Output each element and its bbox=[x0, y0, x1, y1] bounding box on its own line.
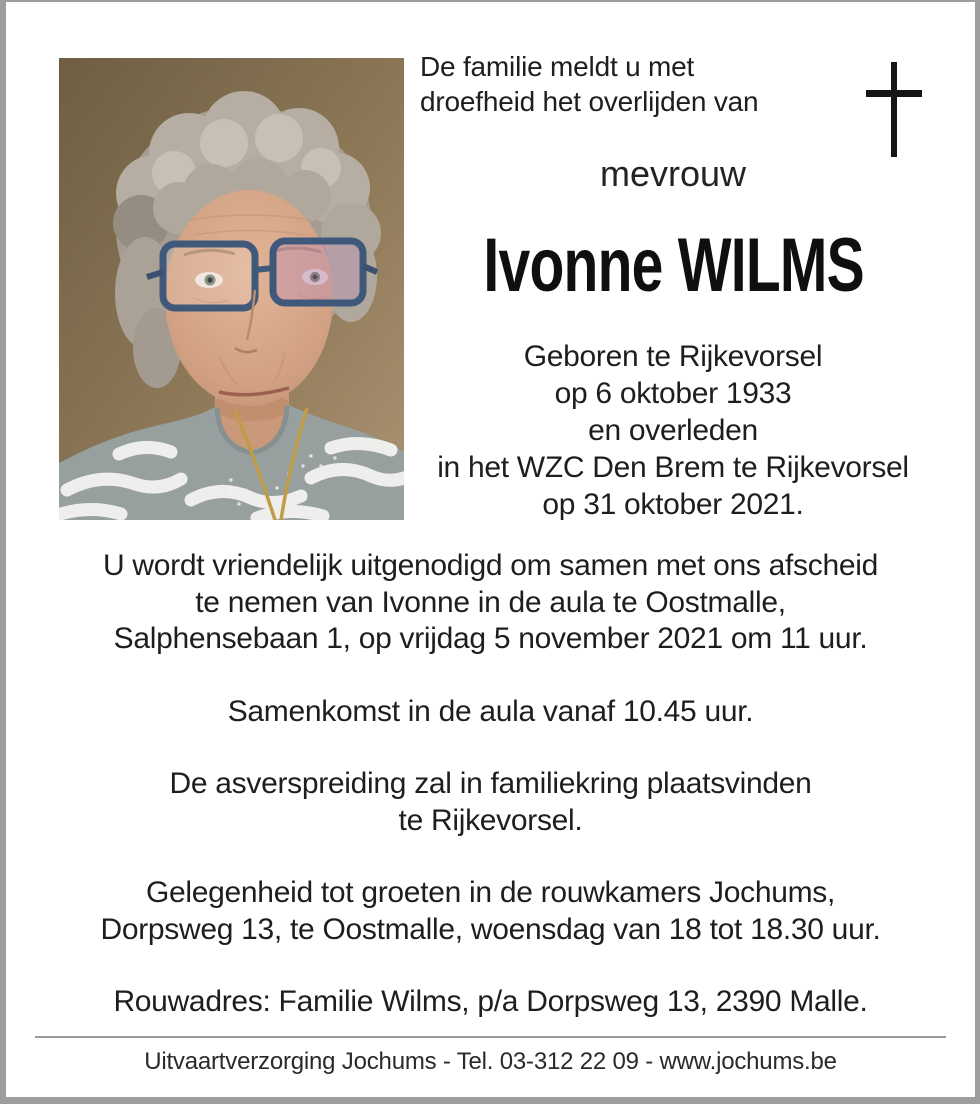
portrait-photo bbox=[59, 58, 404, 520]
paragraph-mourning-address bbox=[6, 984, 975, 1021]
body-line: Samenkomst in de aula vanaf 10.45 uur. bbox=[227, 694, 754, 728]
body-line: Rouwadres: Familie Wilms, p/a Dorpsweg 13, 2390 Malle. bbox=[113, 985, 868, 1018]
portrait-illustration bbox=[59, 58, 404, 520]
paragraph-ashes bbox=[6, 766, 975, 839]
life-dates bbox=[420, 338, 926, 523]
body-line: te Rijkevorsel. bbox=[398, 803, 583, 837]
life-line: op 31 oktober 2021. bbox=[542, 488, 804, 521]
paragraph-gathering bbox=[6, 694, 975, 731]
funeral-home-footer: Uitvaartverzorging Jochums - Tel. 03-312 22 09 - www.jochums.be bbox=[144, 1048, 837, 1075]
intro-line: droefheid het overlijden van bbox=[420, 86, 759, 117]
paragraph-condolence-visit bbox=[6, 875, 975, 948]
cross-horizontal-bar bbox=[866, 90, 922, 97]
body-line: De asverspreiding zal in familiekring plaatsvinden bbox=[169, 767, 812, 800]
life-line: op 6 oktober 1933 bbox=[554, 377, 792, 410]
cross-icon bbox=[866, 62, 922, 157]
life-line: in het WZC Den Brem te Rijkevorsel bbox=[437, 451, 909, 484]
intro-line: De familie meldt u met bbox=[420, 51, 695, 82]
body-line: Salphensebaan 1, op vrijdag 5 november 2021 om 11 uur. bbox=[113, 622, 868, 655]
cross-vertical-bar bbox=[891, 62, 897, 157]
life-line: Geboren te Rijkevorsel bbox=[523, 340, 823, 373]
body-line: Dorpsweg 13, te Oostmalle, woensdag van 18 tot 18.30 uur. bbox=[100, 912, 881, 946]
announcement-intro bbox=[420, 49, 758, 119]
footer-divider bbox=[35, 1036, 946, 1038]
deceased-name-text: Ivonne WILMS bbox=[483, 223, 864, 308]
announcement-body bbox=[6, 548, 975, 1021]
deceased-name bbox=[420, 224, 926, 308]
body-line: te nemen van Ivonne in de aula te Oostmalle, bbox=[195, 585, 786, 619]
paragraph-invitation bbox=[6, 548, 975, 658]
body-line: U wordt vriendelijk uitgenodigd om samen met ons afscheid bbox=[103, 549, 878, 582]
salutation: mevrouw bbox=[599, 153, 747, 194]
life-line: en overleden bbox=[588, 414, 758, 447]
body-line: Gelegenheid tot groeten in de rouwkamers Jochums, bbox=[145, 876, 836, 909]
